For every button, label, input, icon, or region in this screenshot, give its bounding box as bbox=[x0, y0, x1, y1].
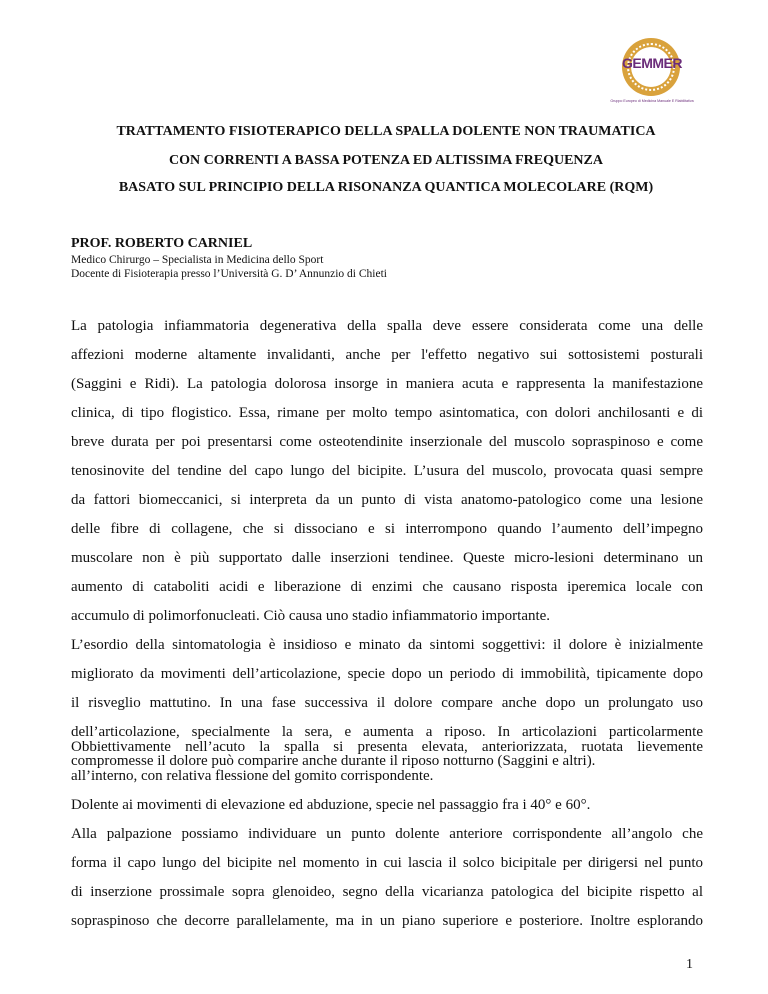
text-line: sopraspinoso che decorre parallelamente, ma in un piano superiore e posteriore. Inoltre esplorando bbox=[71, 913, 703, 929]
text-line: il risveglio mattutino. In una fase successiva il dolore compare anche dopo un prolungato uso bbox=[71, 695, 703, 711]
text-line: forma il capo lungo del bicipite nel momento in cui lascia il solco bicipitale per dirigersi nel punto bbox=[71, 855, 703, 871]
author-name: PROF. ROBERTO CARNIEL bbox=[71, 236, 253, 251]
text-line: breve durata per poi presentarsi come osteotendinite inserzionale del muscolo sopraspinoso e come bbox=[71, 434, 703, 450]
text-line: (Saggini e Ridi). La patologia dolorosa insorge in maniera acuta e rappresenta la manifestazione bbox=[71, 376, 703, 392]
paragraph-2 bbox=[71, 733, 703, 936]
text-line: clinica, di tipo flogistico. Essa, rimane per molto tempo asintomatica, con dolori anchilosanti e di bbox=[71, 405, 703, 421]
logo-caption: Gruppo Europeo di Medicina Manuale E Riabilitativa bbox=[610, 99, 694, 103]
text-line: da fattori biomeccanici, si interpreta da un punto di vista anatomo-patologico come una lesione bbox=[71, 492, 703, 508]
affiliation-2: Docente di Fisioterapia presso l’Università G. D’ Annunzio di Chieti bbox=[71, 268, 387, 280]
text-line: Dolente ai movimenti di elevazione ed abduzione, specie nel passaggio fra i 40° e 60°. bbox=[71, 797, 591, 813]
text-line: Alla palpazione possiamo individuare un punto dolente anteriore corrispondente all’angolo che bbox=[71, 826, 703, 842]
text-line: accumulo di polimorfonucleati. Ciò causa uno stadio infiammatorio importante. bbox=[71, 608, 551, 624]
text-line: di inserzione prossimale sopra glenoideo, segno della vicarianza patologica del bicipite rispetto al bbox=[71, 884, 703, 900]
paragraph-1 bbox=[71, 312, 703, 776]
text-line: tenosinovite del tendine del capo lungo del bicipite. L’usura del muscolo, provocata quasi sempre bbox=[71, 463, 703, 479]
text-line: aumento di cataboliti acidi e liberazione di enzimi che causano risposta iperemica locale con bbox=[71, 579, 703, 595]
text-line: delle fibre di collagene, che si dissociano e si interrompono quando l’aumento dell’impegno bbox=[71, 521, 703, 537]
gemmer-logo bbox=[596, 38, 708, 108]
text-line: affezioni moderne altamente invalidanti, anche per l'effetto negativo sui sottosistemi posturali bbox=[71, 347, 703, 363]
affiliation-1: Medico Chirurgo – Specialista in Medicina dello Sport bbox=[71, 254, 324, 266]
logo-text: GEMMER bbox=[622, 55, 682, 71]
text-line: Obbiettivamente nell’acuto la spalla si presenta elevata, anteriorizzata, ruotata lievemente bbox=[71, 739, 703, 755]
title-line-3: BASATO SUL PRINCIPIO DELLA RISONANZA QUANTICA MOLECOLARE (RQM) bbox=[118, 180, 654, 195]
title-line-1: TRATTAMENTO FISIOTERAPICO DELLA SPALLA DOLENTE NON TRAUMATICA bbox=[116, 124, 656, 139]
text-line: La patologia infiammatoria degenerativa della spalla deve essere considerata come una delle bbox=[71, 318, 703, 334]
text-line: L’esordio della sintomatologia è insidioso e minato da sintomi soggettivi: il dolore è inizialmente bbox=[71, 637, 703, 653]
text-line: migliorato da movimenti dell’articolazione, specie dopo un periodo di immobilità, tipicamente dopo bbox=[71, 666, 703, 682]
text-line: dell’articolazione, specialmente la sera, e aumenta a riposo. In articolazioni particolarmente bbox=[71, 724, 703, 740]
title-line-2: CON CORRENTI A BASSA POTENZA ED ALTISSIMA FREQUENZA bbox=[169, 153, 603, 168]
text-line: compromesse il dolore può comparire anche durante il riposo notturno (Saggini e altri). bbox=[71, 753, 596, 769]
text-line: all’interno, con relativa flessione del gomito corrispondente. bbox=[71, 768, 434, 784]
text-line: muscolare non è più supportato dalle inserzioni tendinee. Queste micro-lesioni determinano un bbox=[71, 550, 703, 566]
page-number: 1 bbox=[686, 957, 693, 972]
